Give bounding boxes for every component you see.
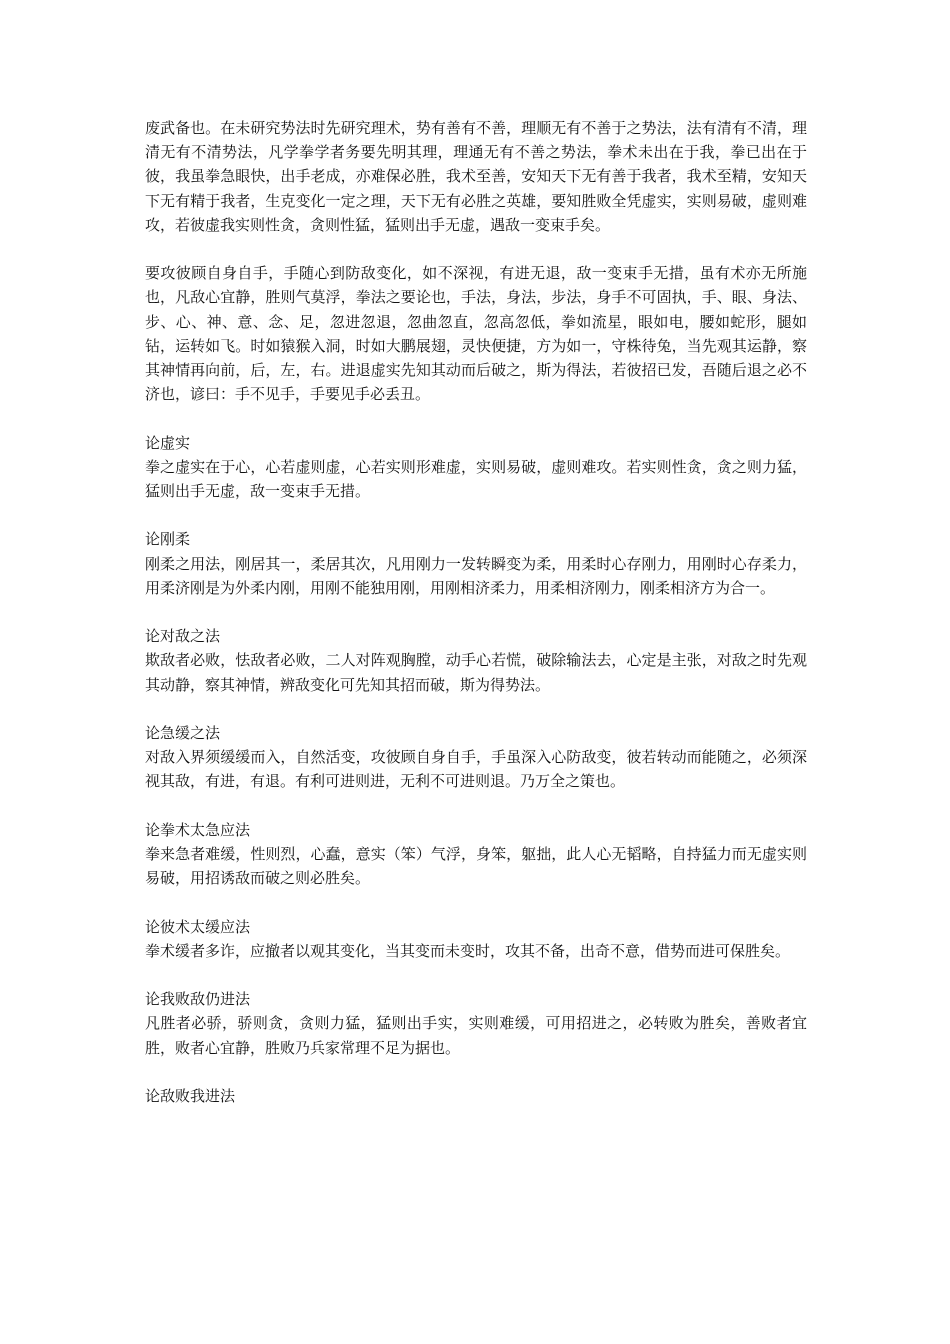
paragraph-1: 废武备也。在未研究势法时先研究理术，势有善有不善，理顺无有不善于之势法，法有清有不清，理清无有不清势法，凡学拳学者务要先明其理，理通无有不善之势法，拳术未出在于我，拳已出在于彼，我虽拳急眼快，出手老成，亦难保必胜，我术至善，安知天下无有善于我者，我术至精，安知天下无有精于我者，生克变化一定之理，天下无有必胜之英雄，要知胜败全凭虚实，实则易破，虚则难攻，若彼虚我实则性贪，贪则性猛，猛则出手无虚，遇敌一变束手矣。	[145, 119, 807, 234]
section-heading: 论刚柔	[145, 530, 191, 549]
document-page	[145, 116, 807, 1108]
section-wobai	[145, 987, 807, 1060]
section-body: 凡胜者必骄，骄则贪，贪则力猛，猛则出手实，实则难缓，可用招进之，必转败为胜矣，善败者宜胜，败者心宜静，胜败乃兵家常理不足为据也。	[145, 1014, 807, 1057]
section-heading: 论我败敌仍进法	[145, 990, 251, 1009]
section-xushi	[145, 431, 807, 504]
section-heading-dibai: 论敌败我进法	[145, 1086, 236, 1105]
paragraph-2: 要攻彼顾自身自手，手随心到防敌变化，如不深视，有进无退，敌一变束手无措，虽有术亦无所施也，凡敌心宜静，胜则气莫浮，拳法之要论也，手法，身法，步法，身手不可固执，手、眼、身法、步、心、神、意、念、足，忽进忽退，忽曲忽直，忽高忽低，拳如流星，眼如电，腰如蛇形，腿如钻，运转如飞。时如猿猴入洞，时如大鹏展翅，灵快便捷，方为如一，守株待兔，当先观其运静，察其神情再向前，后，左，右。进退虚实先知其动而后破之，斯为得法，若彼招已发，吾随后退之必不济也，谚曰：手不见手，手要见手必丢丑。	[145, 264, 807, 404]
section-body: 拳之虚实在于心，心若虚则虚，心若实则形难虚，实则易破，虚则难攻。若实则性贪，贪之则力猛，猛则出手无虚，敌一变束手无措。	[145, 457, 807, 501]
section-taihuan	[145, 915, 807, 963]
section-duidi	[145, 624, 807, 697]
section-heading: 论虚实	[145, 433, 191, 452]
section-gangrou	[145, 527, 807, 600]
section-heading: 论急缓之法	[145, 724, 221, 742]
section-heading: 论彼术太缓应法	[145, 917, 251, 936]
section-jihuan	[145, 721, 807, 794]
section-body: 拳术缓者多诈，应撤者以观其变化，当其变而未变时，攻其不备，出奇不意，借势而进可保胜矣。	[145, 941, 791, 960]
section-body: 刚柔之用法，刚居其一，柔居其次，凡用刚力一发转瞬变为柔，用柔时心存刚力，用刚时心存柔力，用柔济刚是为外柔内刚，用刚不能独用刚，用刚相济柔力，用柔相济刚力，刚柔相济方为合一。	[145, 554, 807, 597]
section-heading: 论对敌之法	[145, 627, 221, 646]
section-taiji	[145, 818, 807, 891]
section-body: 欺敌者必败，怯敌者必败，二人对阵观胸膛，动手心若慌，破除输法去，心定是主张，对敌之时先观其动静，察其神情，辨敌变化可先知其招而破，斯为得势法。	[145, 651, 807, 694]
section-body: 拳来急者难缓，性则烈，心蠢，意实（笨）气浮，身笨，躯拙，此人心无韬略，自持猛力而无虚实则易破，用招诱敌而破之则必胜矣。	[145, 845, 807, 888]
section-heading: 论拳术太急应法	[145, 820, 251, 839]
section-body: 对敌入界须缓缓而入，自然活变，攻彼顾自身自手，手虽深入心防敌变，彼若转动而能随之，必须深视其敌，有进，有退。有利可进则进，无利不可进则退。乃万全之策也。	[145, 748, 807, 791]
